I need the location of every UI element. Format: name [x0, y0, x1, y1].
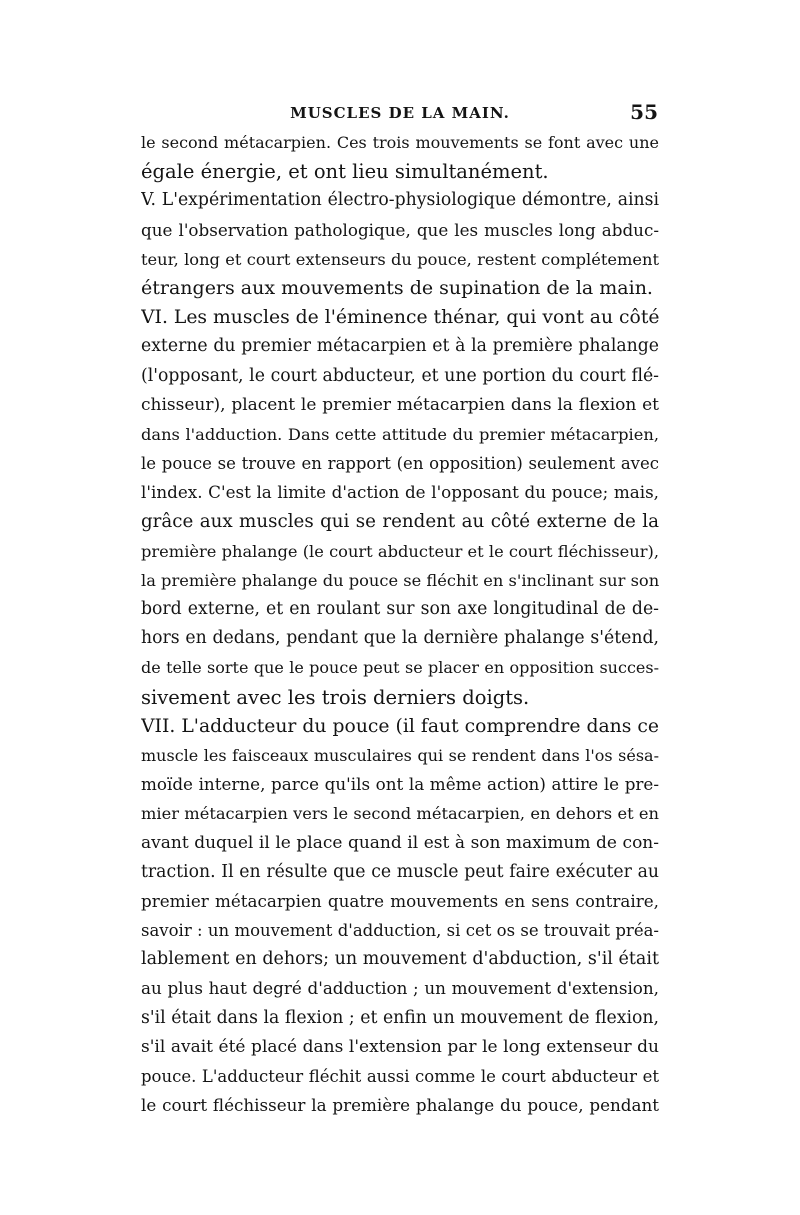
text-line: mier métacarpien vers le second métacarpien, en dehors et en	[141, 804, 659, 824]
text-line: de telle sorte que le pouce peut se placer en opposition succes-	[141, 658, 659, 678]
text-line: pouce. L'adducteur fléchit aussi comme le court abducteur et	[141, 1067, 659, 1086]
text-line: s'il avait été placé dans l'extension par le long extenseur du	[141, 1036, 659, 1057]
text-line: le second métacarpien. Ces trois mouvements se font avec une	[141, 133, 659, 152]
text-line: grâce aux muscles qui se rendent au côté externe de la	[141, 511, 659, 533]
text-line: hors en dedans, pendant que la dernière phalange s'étend,	[141, 628, 659, 649]
text-line: VII. L'adducteur du pouce (il faut comprendre dans ce	[141, 715, 659, 737]
text-line: dans l'adduction. Dans cette attitude du premier métacarpien,	[141, 424, 659, 444]
text-line: premier métacarpien quatre mouvements en sens contraire,	[141, 890, 659, 911]
text-line: chisseur), placent le premier métacarpien dans la flexion et	[141, 394, 659, 415]
text-line: traction. Il en résulte que ce muscle peut faire exécuter au	[141, 861, 659, 882]
text-line: muscle les faisceaux musculaires qui se rendent dans l'os sésa-	[141, 745, 659, 765]
text-line: (l'opposant, le court abducteur, et une portion du court flé-	[141, 365, 659, 386]
text-line: le court fléchisseur la première phalange du pouce, pendant	[141, 1095, 659, 1116]
text-line: externe du premier métacarpien et à la première phalange	[141, 336, 659, 357]
text-line: bord externe, et en roulant sur son axe longitudinal de de-	[141, 599, 659, 619]
body-text	[141, 128, 659, 1120]
text-line: avant duquel il le place quand il est à son maximum de con-	[141, 832, 659, 853]
text-line: VI. Les muscles de l'éminence thénar, qui vont au côté	[141, 307, 659, 329]
text-line: l'index. C'est la limite d'action de l'opposant du pouce; mais,	[141, 482, 659, 503]
text-line: égale énergie, et ont lieu simultanément.	[141, 160, 549, 184]
running-head	[140, 100, 660, 126]
text-line: sivement avec les trois derniers doigts.	[141, 685, 530, 709]
text-line: V. L'expérimentation électro-physiologique démontre, ainsi	[141, 190, 659, 211]
text-line: savoir : un mouvement d'adduction, si cet os se trouvait préa-	[141, 921, 659, 941]
page-number: 55	[630, 100, 658, 124]
text-line: que l'observation pathologique, que les muscles long abduc-	[141, 219, 659, 240]
text-line: la première phalange du pouce se fléchit en s'inclinant sur son	[141, 570, 659, 590]
text-line: teur, long et court extenseurs du pouce, restent complétement	[141, 249, 659, 269]
text-line: au plus haut degré d'adduction ; un mouvement d'extension,	[141, 978, 659, 999]
running-title: MUSCLES DE LA MAIN.	[290, 104, 510, 122]
text-line: s'il était dans la flexion ; et enfin un mouvement de flexion,	[141, 1007, 659, 1028]
text-line: première phalange (le court abducteur et le court fléchisseur),	[141, 541, 659, 561]
text-line: le pouce se trouve en rapport (en opposition) seulement avec	[141, 454, 659, 474]
text-line: lablement en dehors; un mouvement d'abduction, s'il était	[141, 949, 659, 970]
text-line: étrangers aux mouvements de supination de la main.	[141, 276, 653, 299]
text-line: moïde interne, parce qu'ils ont la même action) attire le pre-	[141, 774, 659, 795]
